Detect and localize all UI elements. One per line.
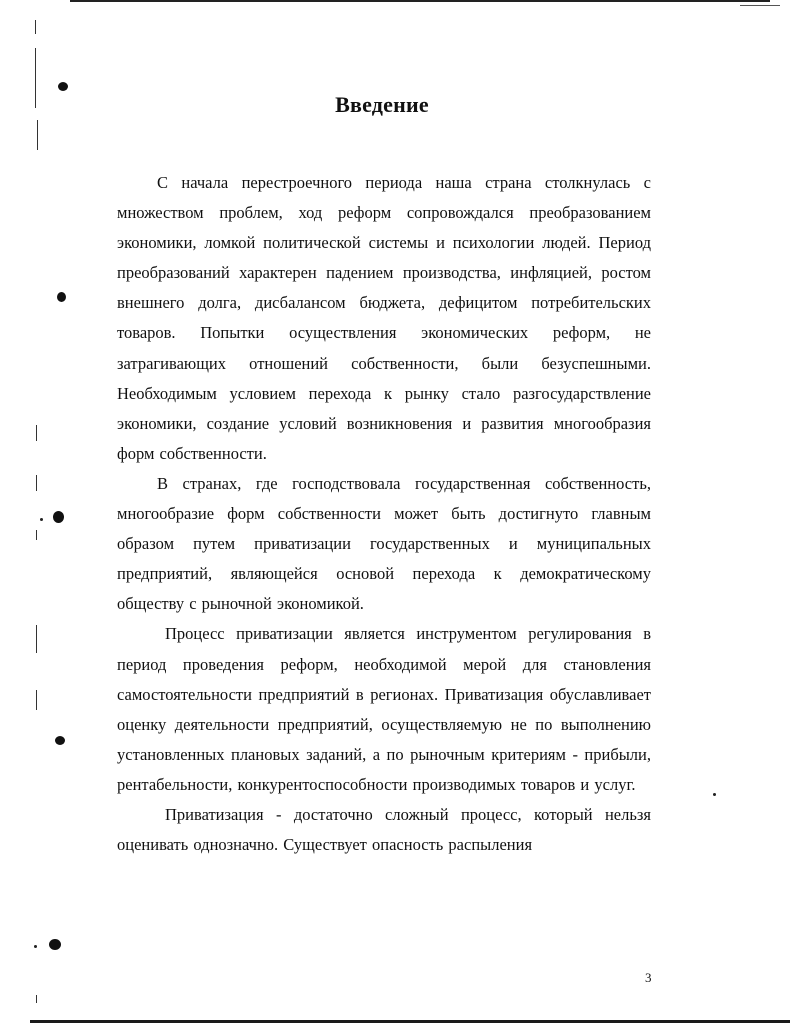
scan-margin-mark bbox=[37, 120, 38, 150]
scan-margin-mark bbox=[36, 625, 37, 653]
scan-speck bbox=[40, 518, 43, 521]
paragraph: В странах, где господствовала государственная собственность, многообразие форм собственности может быть достигнуто главным образом путем приватизации государственных и муниципальных предприятий, являющейся основой перехода к демократическому обществу с рыночной экономикой. bbox=[117, 473, 651, 614]
scan-top-edge-fragment bbox=[740, 5, 780, 6]
scan-speck bbox=[34, 945, 37, 948]
scan-margin-mark bbox=[36, 425, 37, 441]
punch-hole-mark bbox=[55, 736, 65, 745]
punch-hole-mark bbox=[57, 292, 66, 302]
scan-top-edge bbox=[70, 0, 770, 2]
punch-hole-mark bbox=[53, 511, 64, 523]
paragraph: Приватизация - достаточно сложный процесс, который нельзя оценивать однозначно. Существует опасность распыления bbox=[117, 804, 651, 855]
scan-margin-mark bbox=[36, 995, 37, 1003]
page-number: 3 bbox=[645, 970, 652, 985]
paragraph: С начала перестроечного периода наша страна столкнулась с множеством проблем, ход реформ сопровождался преобразованием экономики, ломкой политической системы и психологии людей. Период преобразований характерен падением производства, инфляцией, ростом внешнего долга, дисбалансом бюджета, дефицитом потребительских товаров. Попытки осуществления экономических реформ, не затрагивающих отношений собственности, были безуспешными. Необходимым условием перехода к рынку стало разгосударствление экономики, создание условий возникновения и развития многообразия форм собственности. bbox=[117, 173, 651, 463]
scan-margin-mark bbox=[36, 530, 37, 540]
body-text bbox=[117, 168, 651, 860]
paragraph: Процесс приватизации является инструментом регулирования в период проведения реформ, необходимой мерой для становления самостоятельности предприятий в регионах. Приватизация обуславливает оценку деятельности предприятий, осуществляемую не по выполнению установленных плановых заданий, а по рыночным критериям - прибыли, рентабельности, конкурентоспособности производимых товаров и услуг. bbox=[117, 624, 651, 794]
scan-margin-mark bbox=[35, 20, 36, 34]
scan-bottom-edge bbox=[30, 1020, 790, 1023]
punch-hole-mark bbox=[49, 939, 61, 950]
scan-margin-mark bbox=[36, 475, 37, 491]
page-title: Введение bbox=[335, 92, 429, 117]
scan-margin-mark bbox=[36, 690, 37, 710]
scan-speck bbox=[713, 793, 716, 796]
punch-hole-mark bbox=[58, 82, 68, 91]
